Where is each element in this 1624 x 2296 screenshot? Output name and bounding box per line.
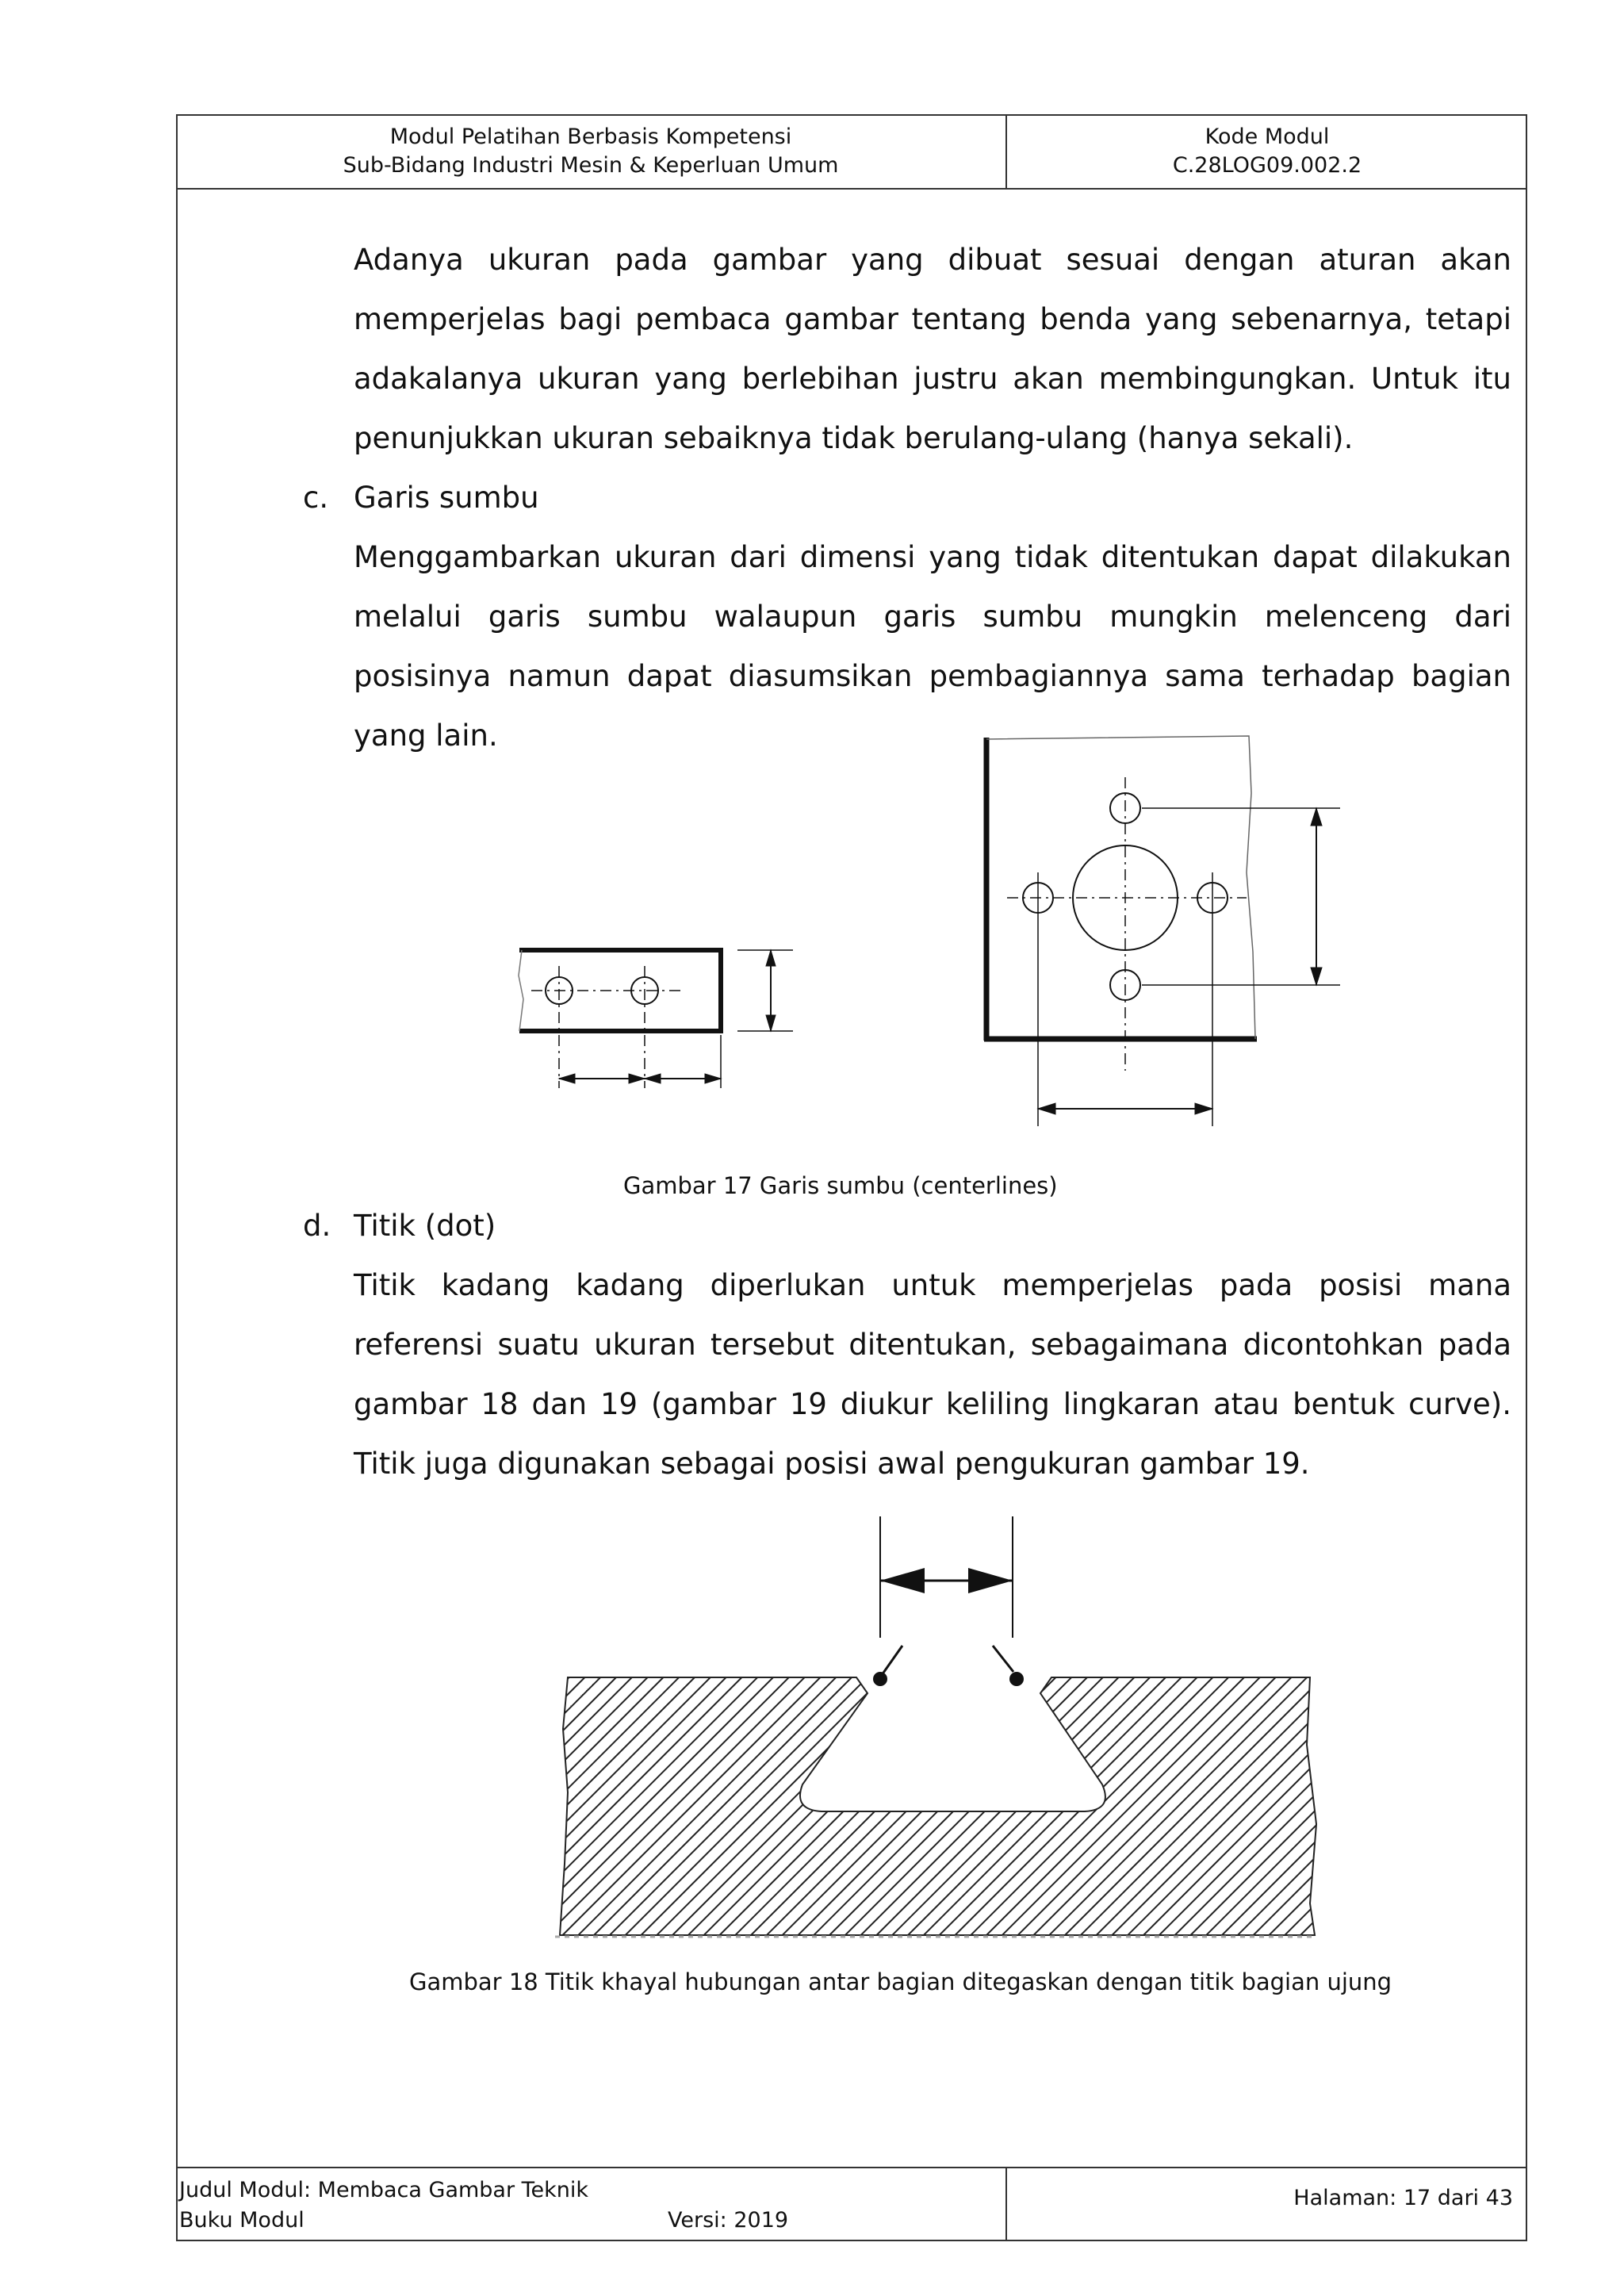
header-sub-field: Sub-Bidang Industri Mesin & Keperluan Umum xyxy=(343,152,839,178)
fig18-hatched-body xyxy=(560,1677,1316,1935)
footer-page-number: Halaman: 17 dari 43 xyxy=(1293,2186,1513,2210)
section-c-text: Menggambarkan ukuran dari dimensi yang tidak ditentukan dapat dilakukan melalui garis sumbu walaupun garis sumbu mungkin melenceng dari posisinya namun dapat diasumsikan pembagiannya sama terhadap bagian yang lain. xyxy=(354,540,1511,753)
header-code-label: Kode Modul xyxy=(1205,124,1330,149)
footer-version: Versi: 2019 xyxy=(668,2208,789,2233)
header-module-title: Modul Pelatihan Berbasis Kompetensi xyxy=(389,124,792,149)
section-d-title: Titik (dot) xyxy=(354,1209,496,1243)
footer-page-info xyxy=(1007,2168,1527,2241)
section-d-text: Titik kadang kadang diperlukan untuk memperjelas pada posisi mana referensi suatu ukuran tersebut ditentukan, sebagaimana dicontohkan pada gambar 18 dan 19 (gambar 19 diukur keliling lingkaran atau bentuk curve). Titik juga digunakan sebagai posisi awal pengukuran gambar 19. xyxy=(354,1268,1511,1481)
footer-module-title: Judul Modul: Membaca Gambar Teknik xyxy=(179,2178,589,2202)
figure-17-caption: Gambar 17 Garis sumbu (centerlines) xyxy=(623,1172,1058,1199)
figure-18-caption: Gambar 18 Titik khayal hubungan antar bagian ditegaskan dengan titik bagian ujung xyxy=(409,1968,1392,1995)
intro-paragraph: Adanya ukuran pada gambar yang dibuat sesuai dengan aturan akan memperjelas bagi pembaca gambar tentang benda yang sebenarnya, tetapi adakalanya ukuran yang berlebihan justru akan membingungkan. Untuk itu penunjukkan ukuran sebaiknya tidak berulang-ulang (hanya sekali). xyxy=(354,243,1511,455)
footer-module-info xyxy=(176,2168,1007,2241)
section-c-marker: c. xyxy=(303,481,329,515)
footer-module-type: Buku Modul xyxy=(179,2208,304,2233)
section-d-marker: d. xyxy=(303,1209,331,1243)
page-footer xyxy=(176,2167,1527,2241)
section-c-title: Garis sumbu xyxy=(354,481,539,515)
header-code-value: C.28LOG09.002.2 xyxy=(1172,152,1362,178)
